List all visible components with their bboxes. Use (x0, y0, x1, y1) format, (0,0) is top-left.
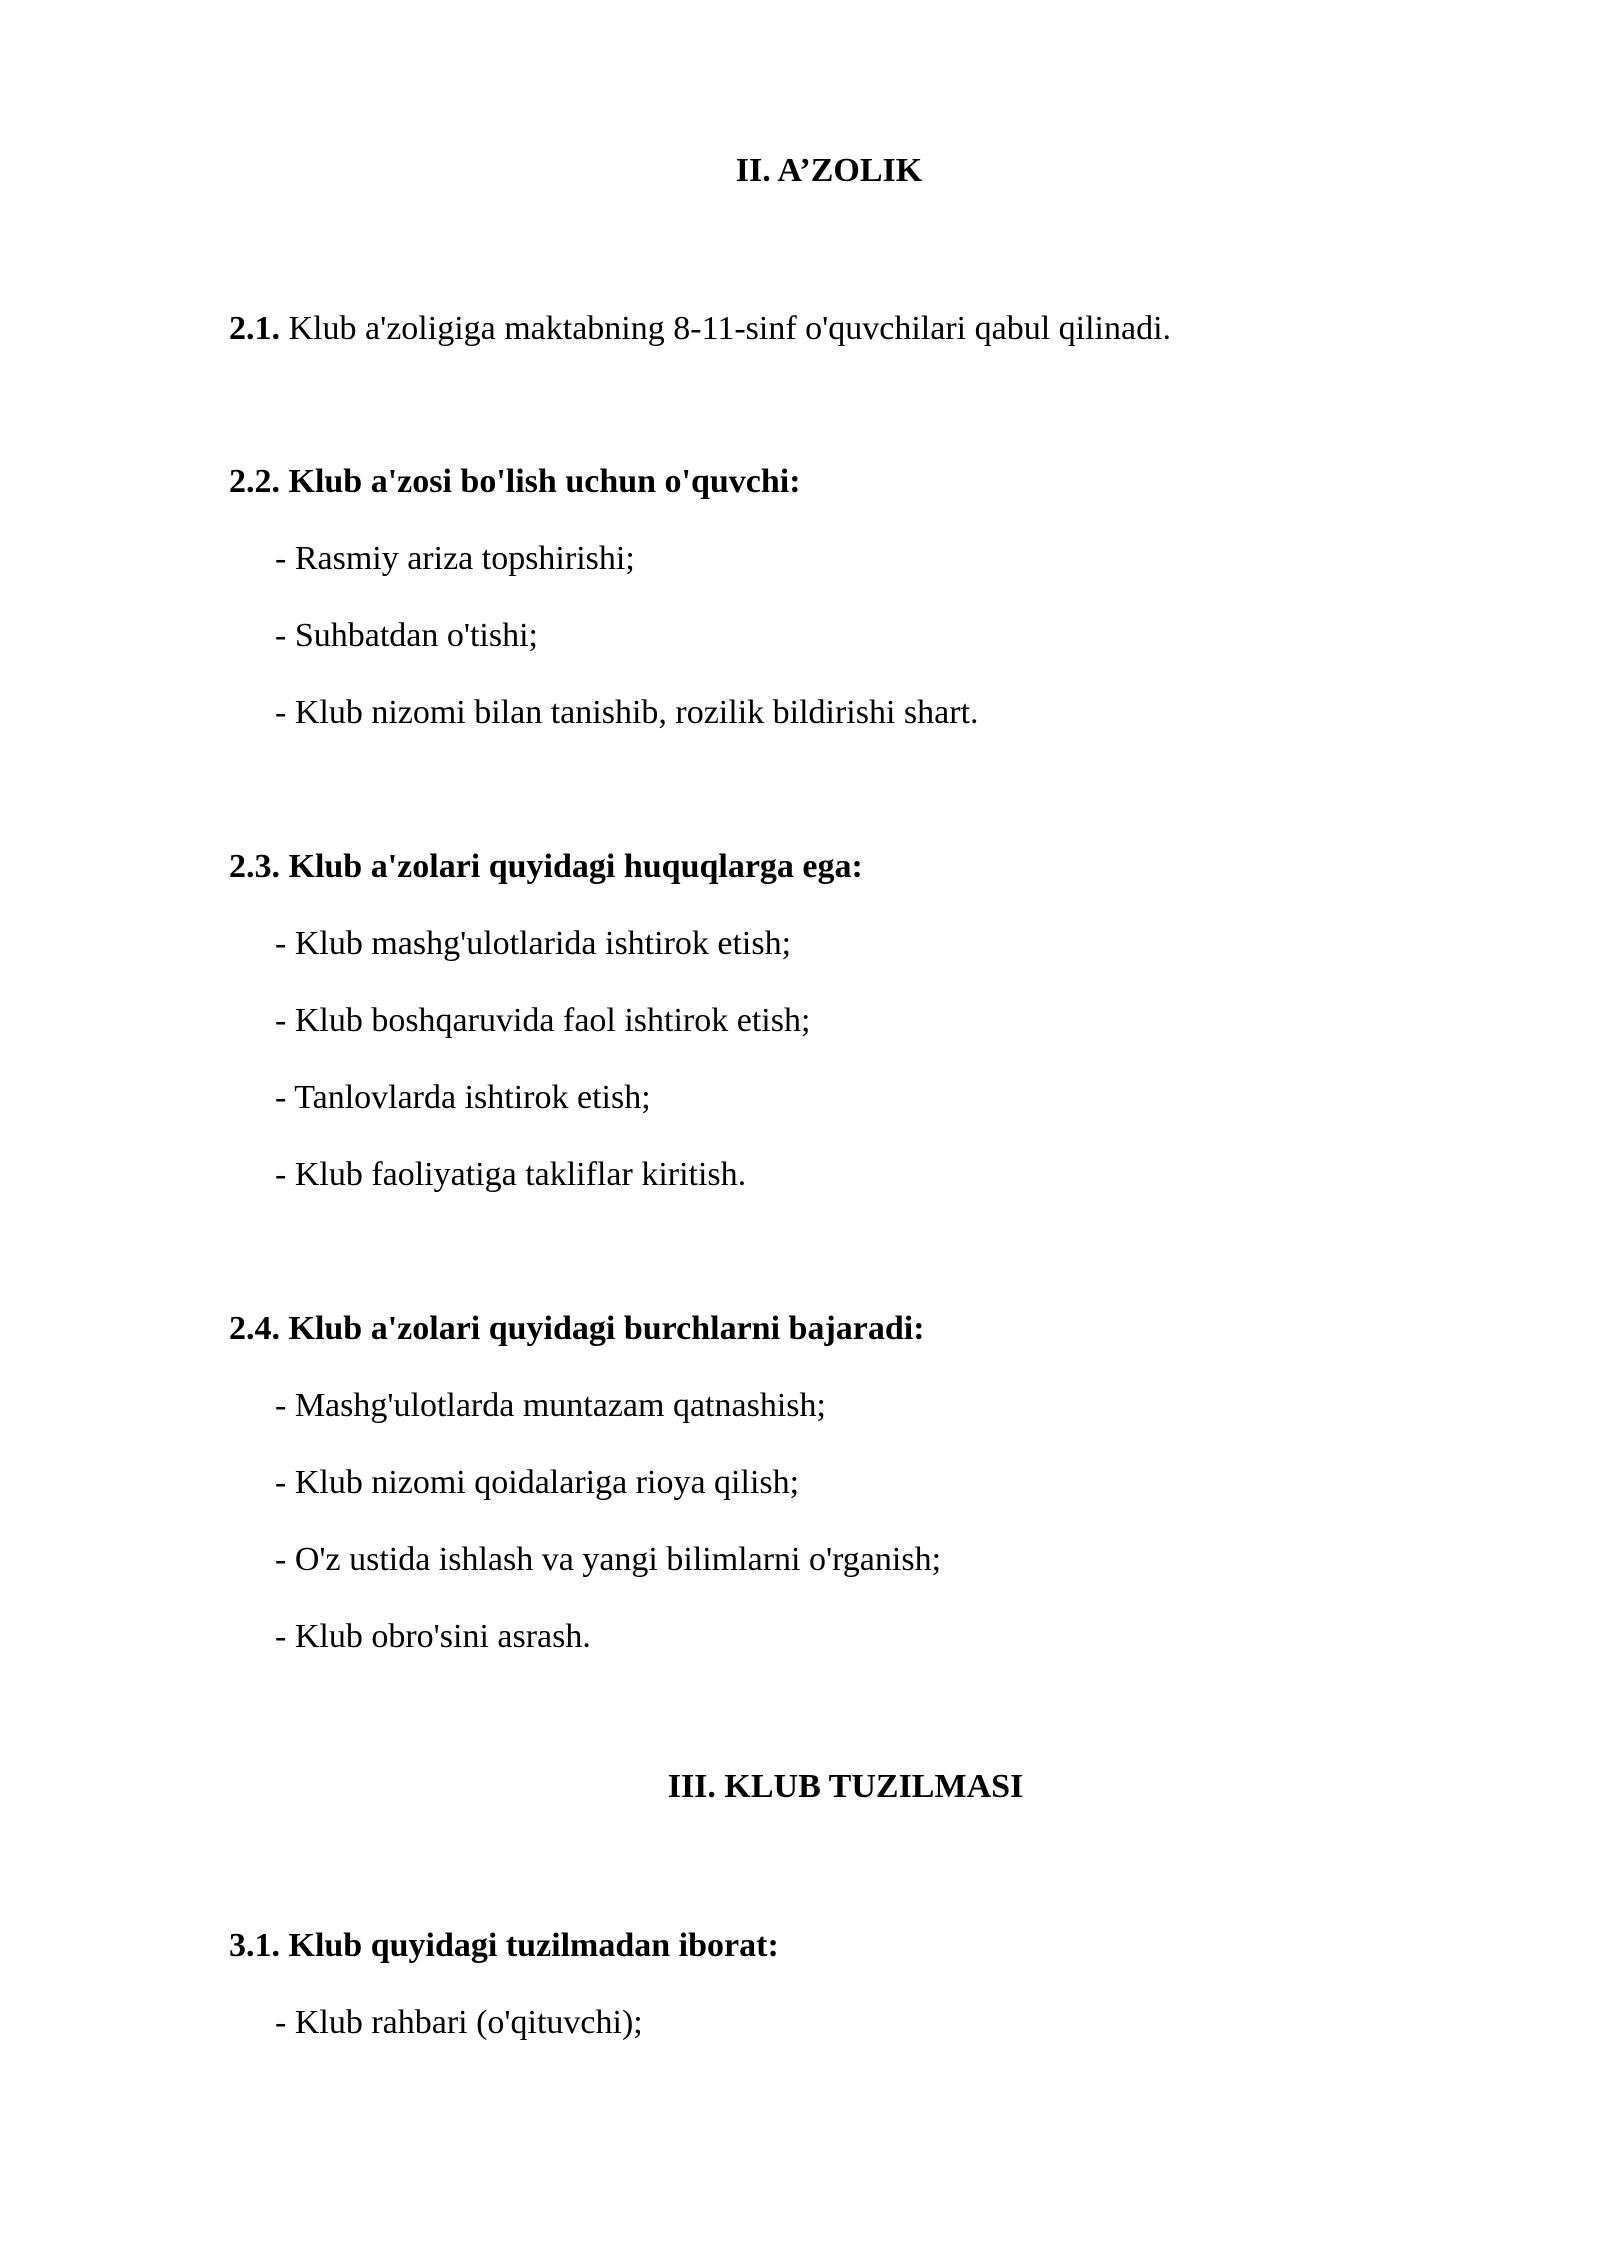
paragraph-2-1-text: Klub a'zoligiga maktabning 8-11-sinf o'quvchilari qabul qilinadi. (280, 310, 1172, 347)
paragraph-3-1-number: 3.1. (229, 1927, 280, 1964)
list-item: - Klub rahbari (o'qituvchi); (275, 2004, 643, 2041)
paragraph-2-1 (229, 312, 1171, 346)
list-item: - Mashg'ulotlarda muntazam qatnashish; (275, 1387, 826, 1424)
paragraph-3-1-text: Klub quyidagi tuzilmadan iborat: (280, 1927, 779, 1964)
list-item: - Klub mashg'ulotlarida ishtirok etish; (275, 925, 792, 962)
paragraph-2-4-text: Klub a'zolari quyidagi burchlarni bajaradi: (280, 1310, 925, 1347)
paragraph-2-3-number: 2.3. (229, 848, 280, 885)
paragraph-2-4-number: 2.4. (229, 1310, 280, 1347)
list-item: - Klub nizomi qoidalariga rioya qilish; (275, 1464, 800, 1501)
paragraph-3-1-heading (229, 1929, 779, 1963)
paragraph-2-3-heading (229, 850, 863, 884)
list-item: - O'z ustida ishlash va yangi bilimlarni o'rganish; (275, 1541, 942, 1578)
section-2-title: II. A’ZOLIK (735, 152, 923, 189)
paragraph-2-2-heading (229, 465, 801, 499)
paragraph-2-2-text: Klub a'zosi bo'lish uchun o'quvchi: (280, 463, 801, 500)
list-item: - Klub boshqaruvida faol ishtirok etish; (275, 1002, 811, 1039)
list-item: - Tanlovlarda ishtirok etish; (275, 1079, 651, 1116)
list-item: - Suhbatdan o'tishi; (275, 617, 539, 654)
paragraph-2-4-heading (229, 1312, 925, 1346)
list-item: - Klub nizomi bilan tanishib, rozilik bildirishi shart. (275, 694, 979, 731)
list-item: - Klub obro'sini asrash. (275, 1618, 591, 1655)
paragraph-2-1-number: 2.1. (229, 310, 280, 347)
list-item: - Klub faoliyatiga takliflar kiritish. (275, 1156, 747, 1193)
list-item: - Rasmiy ariza topshirishi; (275, 540, 635, 577)
section-3-title: III. KLUB TUZILMASI (667, 1768, 1024, 1805)
paragraph-2-3-text: Klub a'zolari quyidagi huquqlarga ega: (280, 848, 863, 885)
paragraph-2-2-number: 2.2. (229, 463, 280, 500)
